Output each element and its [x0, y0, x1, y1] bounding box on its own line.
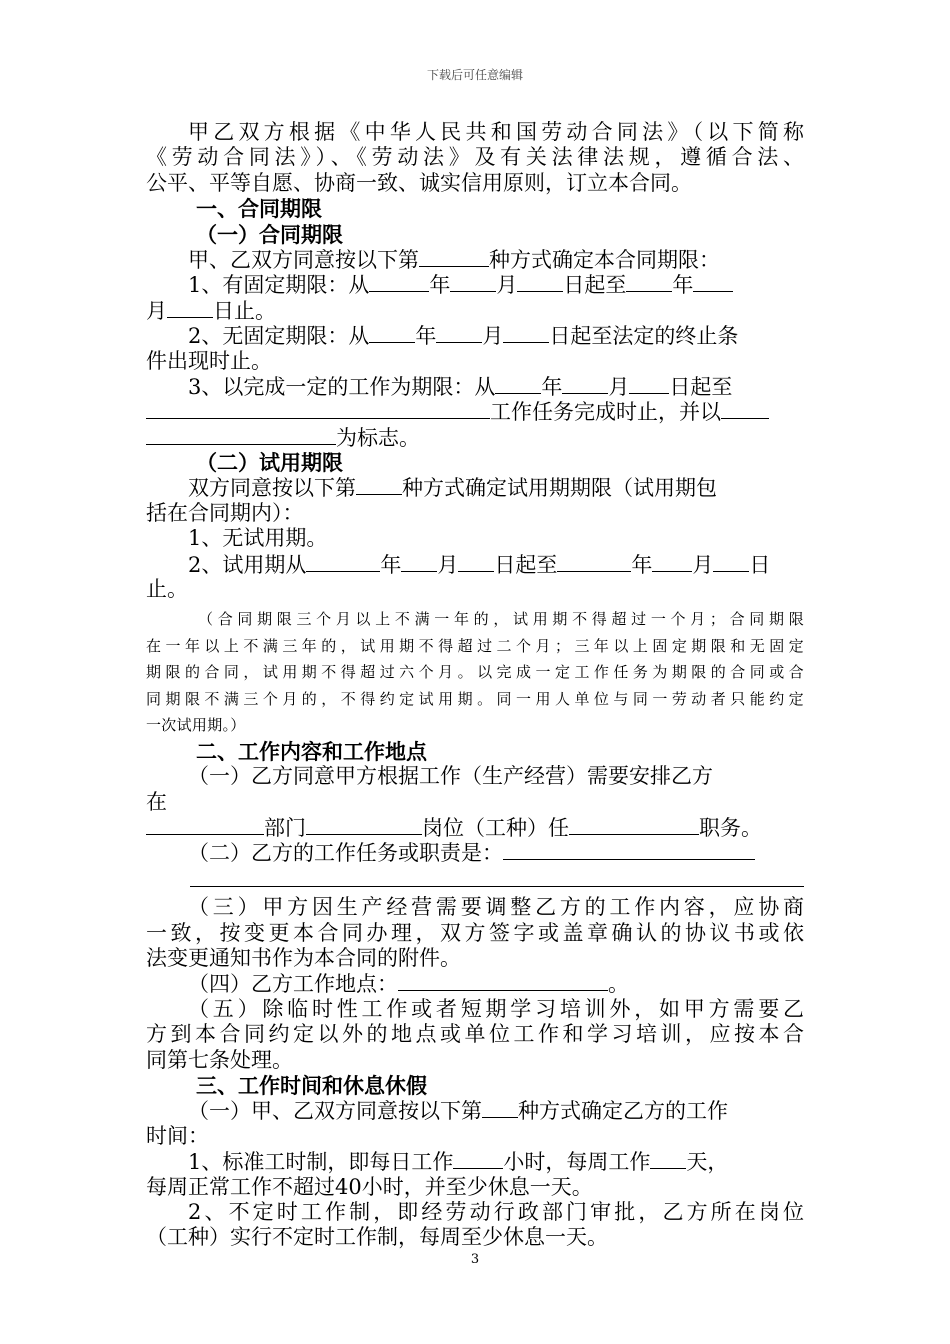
probation-note-line-1: （合同期限三个月以上不满一年的，试用期不得超过一个月；合同期限 [198, 610, 804, 629]
probation-end-day-blank[interactable] [713, 552, 749, 572]
document-body [146, 120, 804, 1251]
work-duty-blank-2[interactable] [190, 866, 804, 887]
work-adjust-line-2: 一致，按变更本合同办理，双方签字或盖章确认的协议书或依 [146, 920, 804, 945]
intro-line-3: 公平、平等自愿、协商一致、诚实信用原则，订立本合同。 [146, 170, 692, 195]
section-1-title: 一、合同期限 [196, 196, 322, 222]
work-duty-line-2 [146, 866, 804, 891]
open-start-year-blank[interactable] [369, 323, 415, 343]
task-description-blank[interactable] [146, 399, 490, 419]
section-1-1-title: （一）合同期限 [196, 221, 343, 247]
probation-end-month-blank[interactable] [652, 552, 692, 572]
work-adjust-line-1: （三）甲方因生产经营需要调整乙方的工作内容，应协商 [188, 895, 804, 920]
open-term-line: 2、无固定期限：从 年 月 日起至法定的终止条 [188, 324, 739, 349]
task-term-line: 3、以完成一定的工作为期限：从 年 月 日起至 [188, 374, 733, 399]
no-probation-line: 1、无试用期。 [188, 526, 328, 551]
task-mark-blank[interactable] [721, 399, 769, 419]
section-1-2-title: （二）试用期限 [196, 450, 343, 476]
work-location-line: （四）乙方工作地点： 。 [188, 972, 629, 997]
open-term-line-2: 件出现时止。 [146, 348, 272, 373]
department-blank[interactable] [146, 815, 264, 835]
open-start-day-blank[interactable] [503, 323, 549, 343]
work-time-choice-line: （一）甲、乙双方同意按以下第 种方式确定乙方的工作 [188, 1099, 728, 1124]
work-content-line-2: 在 [146, 789, 167, 814]
flexible-hours-line-2: （工种）实行不定时工作制，每周至少休息一天。 [146, 1225, 608, 1250]
post-blank[interactable] [306, 815, 422, 835]
probation-choice-blank[interactable] [356, 475, 402, 495]
section-2-title: 二、工作内容和工作地点 [196, 738, 427, 764]
duty-blank[interactable] [569, 815, 699, 835]
term-choice-blank[interactable] [419, 247, 489, 267]
work-content-line-1: （一）乙方同意甲方根据工作（生产经营）需要安排乙方 [188, 764, 713, 789]
fixed-end-year-blank[interactable] [626, 272, 672, 292]
probation-end-year-blank[interactable] [557, 552, 631, 572]
work-duty-blank[interactable] [503, 840, 755, 860]
task-start-month-blank[interactable] [562, 374, 608, 394]
task-term-line-2: 工作任务完成时止，并以 [146, 399, 804, 424]
intro-line-2: 《劳动合同法》）、《劳动法》及有关法律法规，遵循合法、 [146, 145, 804, 170]
page-header: 下载后可任意编辑 [426, 68, 523, 82]
work-adjust-line-3: 法变更通知书作为本合同的附件。 [146, 946, 461, 971]
standard-hours-line-2: 每周正常工作不超过40小时，并至少休息一天。 [146, 1174, 593, 1199]
fixed-end-day-blank[interactable] [167, 298, 213, 318]
page-number: 3 [470, 1252, 480, 1267]
probation-note-line-5: 一次试用期。） [146, 716, 246, 735]
daily-hours-blank[interactable] [453, 1149, 503, 1169]
intro-line-1: 甲乙双方根据《中华人民共和国劳动合同法》（以下简称 [188, 120, 804, 144]
fixed-end-month-blank[interactable] [693, 272, 733, 292]
probation-start-year-blank[interactable] [306, 552, 380, 572]
weekly-days-blank[interactable] [650, 1149, 686, 1169]
fixed-term-line-2: 月 日止。 [146, 298, 276, 323]
work-location-blank[interactable] [398, 971, 608, 991]
work-content-line-3: 部门 岗位（工种）任 职务。 [146, 815, 804, 840]
task-mark-blank-2[interactable] [146, 425, 336, 445]
fixed-start-year-blank[interactable] [369, 272, 429, 292]
probation-start-day-blank[interactable] [458, 552, 494, 572]
probation-choice-line-2: 括在合同期内）： [146, 500, 304, 525]
probation-note-line-3: 期限的合同，试用期不得超过六个月。以完成一定工作任务为期限的合同或合 [146, 663, 804, 682]
offsite-work-line-2: 方到本合同约定以外的地点或单位工作和学习培训，应按本合 [146, 1022, 804, 1047]
open-start-month-blank[interactable] [436, 323, 482, 343]
flexible-hours-line-1: 2、不定时工作制，即经劳动行政部门审批，乙方所在岗位 [188, 1199, 804, 1224]
standard-hours-line: 1、标准工时制，即每日工作 小时，每周工作 天， [188, 1150, 729, 1175]
offsite-work-line-3: 同第七条处理。 [146, 1047, 293, 1072]
fixed-start-month-blank[interactable] [450, 272, 496, 292]
probation-period-line: 2、试用期从 年 月 日起至 年 月 日 [188, 552, 771, 577]
probation-period-line-2: 止。 [146, 577, 188, 602]
offsite-work-line-1: （五）除临时性工作或者短期学习培训外，如甲方需要乙 [188, 996, 804, 1021]
probation-note-line-2: 在一年以上不满三年的，试用期不得超过二个月；三年以上固定期限和无固定 [146, 636, 804, 655]
task-term-line-3: 为标志。 [146, 425, 804, 450]
fixed-start-day-blank[interactable] [517, 272, 563, 292]
probation-start-month-blank[interactable] [401, 552, 437, 572]
probation-note-line-4: 同期限不满三个月的，不得约定试用期。同一用人单位与同一劳动者只能约定 [146, 689, 804, 708]
work-time-choice-blank[interactable] [482, 1098, 518, 1118]
work-duty-line: （二）乙方的工作任务或职责是： [146, 840, 804, 865]
task-start-year-blank[interactable] [495, 374, 541, 394]
task-start-day-blank[interactable] [629, 374, 669, 394]
section-3-title: 三、工作时间和休息休假 [196, 1073, 427, 1098]
fixed-term-line: 1、有固定期限：从 年 月 日起至 年 [146, 272, 804, 297]
work-time-choice-line-2: 时间： [146, 1123, 209, 1148]
probation-choice-line: 双方同意按以下第 种方式确定试用期期限（试用期包 [188, 476, 717, 501]
term-choice-line: 甲、乙双方同意按以下第 种方式确定本合同期限： [188, 247, 720, 272]
